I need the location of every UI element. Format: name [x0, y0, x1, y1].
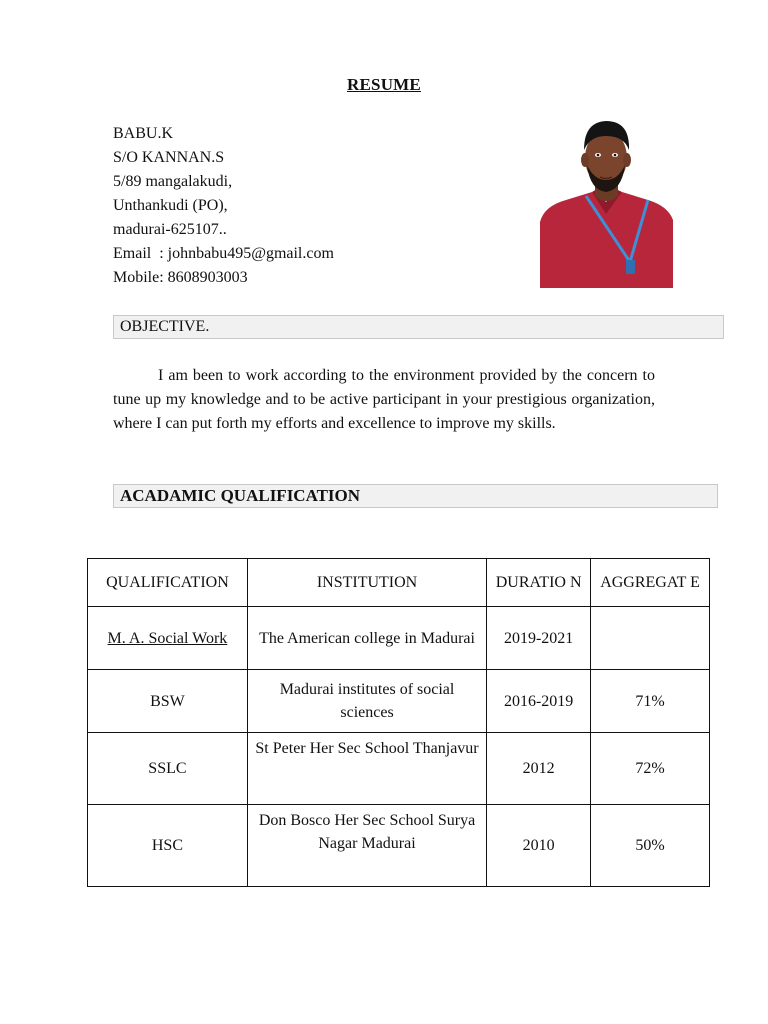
qualification-cell: M. A. Social Work: [88, 607, 248, 670]
institution-cell: Don Bosco Her Sec School Surya Nagar Madurai: [247, 805, 486, 887]
duration-cell: 2012: [487, 733, 591, 805]
column-header-duration: DURATIO N: [487, 559, 591, 607]
aggregate-cell: 50%: [591, 805, 710, 887]
qualification-cell: HSC: [88, 805, 248, 887]
profile-photo: [540, 110, 673, 288]
address-line-3: madurai-625107..: [113, 221, 227, 238]
candidate-name: BABU.K: [113, 125, 174, 142]
duration-cell: 2010: [487, 805, 591, 887]
duration-cell: 2019-2021: [487, 607, 591, 670]
objective-paragraph: I am been to work according to the environment provided by the concern to tune up my knowledge and to be active participant in your prestigious organization, where I can put forth my efforts and excellence to improve my skills.: [113, 367, 655, 432]
qualification-table: [87, 558, 710, 887]
address-line-2: Unthankudi (PO),: [113, 197, 228, 214]
parent-name: S/O KANNAN.S: [113, 149, 225, 166]
mobile-line: Mobile: 8608903003: [113, 269, 248, 286]
contact-block: [113, 122, 334, 290]
column-header-aggregate: AGGREGAT E: [591, 559, 710, 607]
table-header-row: [88, 559, 710, 607]
resume-title: RESUME: [347, 75, 421, 94]
qualification-cell: SSLC: [88, 733, 248, 805]
address-line-1: 5/89 mangalakudi,: [113, 173, 233, 190]
table-row: [88, 805, 710, 887]
table-row: [88, 670, 710, 733]
aggregate-cell: 72%: [591, 733, 710, 805]
objective-heading: OBJECTIVE.: [113, 315, 724, 339]
institution-cell: St Peter Her Sec School Thanjavur: [247, 733, 486, 805]
institution-cell: The American college in Madurai: [247, 607, 486, 670]
column-header-qualification: QUALIFICATION: [88, 559, 248, 607]
table-row: [88, 733, 710, 805]
email-line: Email : johnbabu495@gmail.com: [113, 245, 334, 262]
table-row: [88, 607, 710, 670]
duration-cell: 2016-2019: [487, 670, 591, 733]
aggregate-cell: [591, 607, 710, 670]
institution-cell: Madurai institutes of social sciences: [247, 670, 486, 733]
academic-heading: ACADAMIC QUALIFICATION: [113, 484, 718, 508]
column-header-institution: INSTITUTION: [247, 559, 486, 607]
qualification-cell: BSW: [88, 670, 248, 733]
aggregate-cell: 71%: [591, 670, 710, 733]
